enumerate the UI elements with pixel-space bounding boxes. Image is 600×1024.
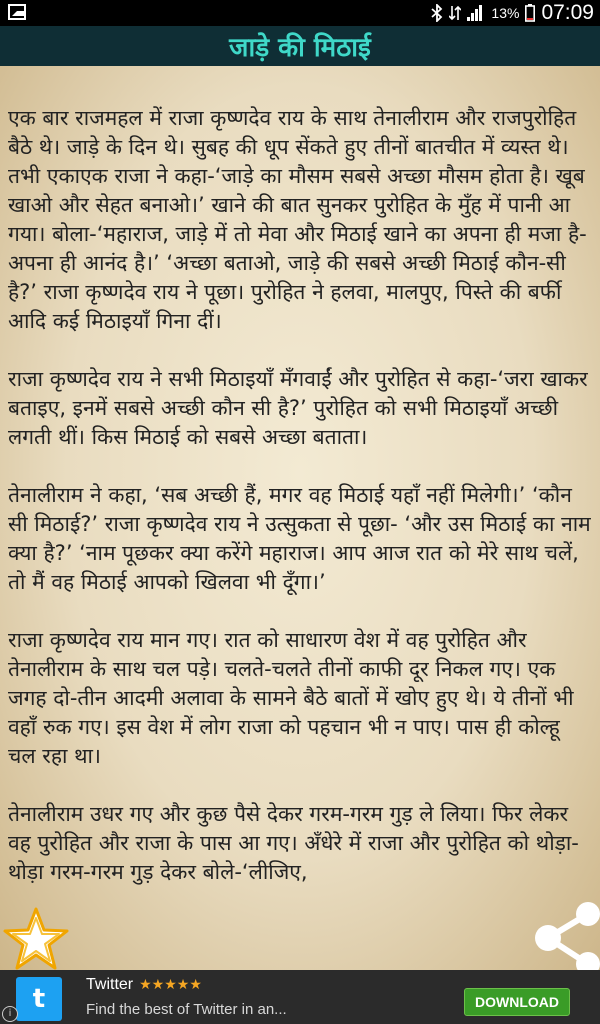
status-icons: [431, 1, 594, 25]
favorite-star-icon[interactable]: [2, 906, 70, 972]
story-paragraph: तेनालीराम ने कहा, ‘सब अच्छी हैं, मगर वह मिठाई यहाँ नहीं मिलेगी।’ ‘कौन सी मिठाई?’ राजा कृष्णदेव राय ने उत्सुकता से पूछा- ‘और उस मिठाई का नाम क्या है?’ ‘नाम पूछकर क्या करेंगे महाराज। आप आज रात को मेरे साथ चलें, तो मैं वह मिठाई आपको खिलवा भी दूँगा।’: [8, 483, 591, 594]
signal-icon: [467, 5, 485, 21]
ad-banner[interactable]: [0, 970, 600, 1024]
ad-info-icon[interactable]: i: [2, 1006, 18, 1022]
story-content[interactable]: [0, 66, 600, 970]
ad-app-name: Twitter: [86, 976, 134, 993]
story-paragraph: एक बार राजमहल में राजा कृष्णदेव राय के साथ तेनालीराम और राजपुरोहित बैठे थे। जाड़े के दिन थे। सुबह की धूप सेंकते हुए तीनों बातचीत में व्यस्त थे। तभी एकाएक राजा ने कहा-‘जाड़े का मौसम सबसे अच्छा मौसम होता है। खूब खाओ और सेहत बनाओ।’ खाने की बात सुनकर पुरोहित के मुँह में पानी आ गया। बोला-‘महाराज, जाड़े में तो मेवा और मिठाई खाने का अपना ही मजा है-अपना ही आनंद है।’ ‘अच्छा बताओ, जाड़े की सबसे अच्छी मिठाई कौन-सी है?’ राजा कृष्णदेव राय ने पूछा। पुरोहित ने हलवा, मालपुए, पिस्ते की बर्फी आदि कई मिठाइयाँ गिना दीं।: [8, 106, 587, 333]
ad-rating-stars: ★★★★★: [139, 976, 202, 992]
battery-icon: [525, 4, 535, 22]
clock: 07:09: [541, 1, 594, 24]
status-bar: [0, 0, 600, 26]
bluetooth-icon: [431, 4, 443, 22]
data-icon: [449, 4, 461, 22]
page-title: जाड़े की मिठाई: [229, 33, 371, 63]
share-icon[interactable]: [530, 900, 600, 976]
twitter-logo-icon[interactable]: t: [16, 977, 62, 1021]
gallery-icon: [8, 4, 26, 20]
ad-title: [86, 976, 202, 994]
battery-percent: 13%: [491, 5, 520, 21]
app-header: [0, 26, 600, 68]
ad-description: Find the best of Twitter in an...: [86, 1001, 287, 1018]
story-paragraph: राजा कृष्णदेव राय मान गए। रात को साधारण वेश में वह पुरोहित और तेनालीराम के साथ चल पड़े। चलते-चलते तीनों काफी दूर निकल गए। एक जगह दो-तीन आदमी अलावा के सामने बैठे बातों में खोए हुए थे। ये तीनों भी वहाँ रुक गए। इस वेश में लोग राजा को पहचान भी न पाए। पास ही कोल्हू चल रहा था।: [8, 628, 574, 768]
story-paragraph: तेनालीराम उधर गए और कुछ पैसे देकर गरम-गरम गुड़ ले लिया। फिर लेकर वह पुरोहित और राजा के पास आ गए। अँधेरे में राजा और पुरोहित को थोड़ा-थोड़ा गरम-गरम गुड़ देकर बोले-‘लीजिए,: [8, 802, 579, 884]
ad-download-button[interactable]: DOWNLOAD: [464, 988, 570, 1016]
story-paragraph: राजा कृष्णदेव राय ने सभी मिठाइयाँ मँगवाईं और पुरोहित से कहा-‘जरा खाकर बताइए, इनमें सबसे अच्छी कौन सी है?’ पुरोहित को सभी मिठाइयाँ अच्छी लगती थीं। किस मिठाई को सबसे अच्छा बताता।: [8, 367, 588, 449]
